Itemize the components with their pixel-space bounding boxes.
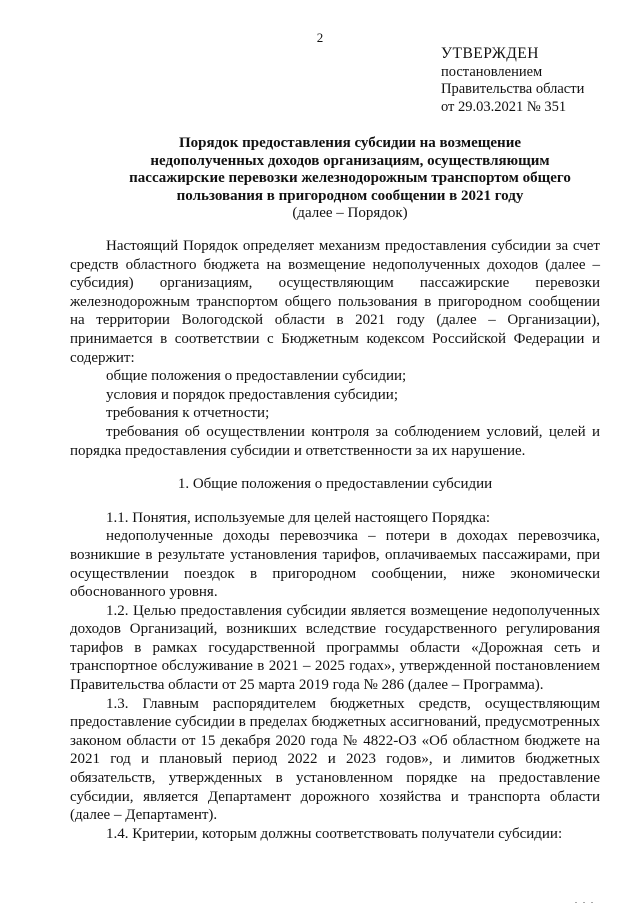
intro-list-item: требования об осуществлении контроля за соблюдением условий, целей и порядка предоставления субсидии и ответственности за их нарушение. bbox=[70, 423, 600, 459]
document-title bbox=[60, 135, 640, 223]
title-line: недополученных доходов организациям, осуществляющим bbox=[150, 152, 550, 169]
document-body bbox=[70, 237, 600, 843]
approval-heading: УТВЕРЖДЕН bbox=[441, 45, 539, 62]
title-line: Порядок предоставления субсидии на возмещение bbox=[178, 135, 521, 151]
title-abbreviation: (далее – Порядок) bbox=[292, 205, 408, 221]
approval-stamp bbox=[441, 45, 584, 116]
title-line: пользования в пригородном сообщении в 2021 году bbox=[176, 187, 524, 204]
approval-line: Правительства области bbox=[441, 81, 585, 97]
intro-list-item: требования к отчетности; bbox=[106, 405, 270, 422]
clause-1-1: 1.1. Понятия, используемые для целей настоящего Порядка: bbox=[106, 509, 491, 526]
clause-1-1-definition: недополученные доходы перевозчика – потери в доходах перевозчика, возникшие в результате установления тарифов, оплачиваемых пассажирами, при осуществлении поездок в пригородном сообщении, ниже экономически обоснованного уровня. bbox=[70, 528, 600, 601]
approval-line: постановлением bbox=[441, 63, 543, 80]
clause-1-4: 1.4. Критерии, которым должны соответствовать получатели субсидии: bbox=[106, 825, 563, 842]
clause-1-2: 1.2. Целью предоставления субсидии является возмещение недополученных доходов Организаций, возникших вследствие государственного регулирования тарифов в рамках государственной программы области «Дорожная сеть и транспортное обслуживание в 2021 – 2025 годах», утвержденной постановлением Правительства области от 25 марта 2019 года № 286 (далее – Программа). bbox=[70, 602, 600, 694]
intro-paragraph: Настоящий Порядок определяет механизм предоставления субсидии за счет средств областного бюджета на возмещение недополученных доходов (далее – субсидия) организациям, осуществляющим пассажирские перевозки железнодорожным транспортом общего пользования в пригородном сообщении на территории Вологодской области в 2021 году (далее – Организации), принимается в соответствии с Бюджетным кодексом Российской Федерации и содержит: bbox=[70, 238, 600, 366]
intro-list-item: общие положения о предоставлении субсидии; bbox=[106, 368, 407, 385]
title-line: пассажирские перевозки железнодорожным транспортом общего bbox=[129, 170, 571, 186]
section-heading: 1. Общие положения о предоставлении субсидии bbox=[177, 476, 493, 493]
intro-list-item: условия и порядок предоставления субсидии; bbox=[106, 386, 398, 403]
clause-1-3: 1.3. Главным распорядителем бюджетных средств, осуществляющим предоставление субсидии в пределах бюджетных ассигнований, предусмотренных законом области от 15 декабря 2020 года № 4822-ОЗ «Об областном бюджете на 2021 год и плановый период 2022 и 2023 годов», и лимитов бюджетных обязательств, утвержденных в установленном порядке на предоставление субсидии, является Департамент дорожного хозяйства и транспорта области (далее – Департамент). bbox=[70, 695, 600, 824]
approval-date: от 29.03.2021 № 351 bbox=[441, 98, 567, 115]
scan-mark: . . . bbox=[575, 896, 595, 905]
page-number: 2 bbox=[316, 30, 324, 45]
